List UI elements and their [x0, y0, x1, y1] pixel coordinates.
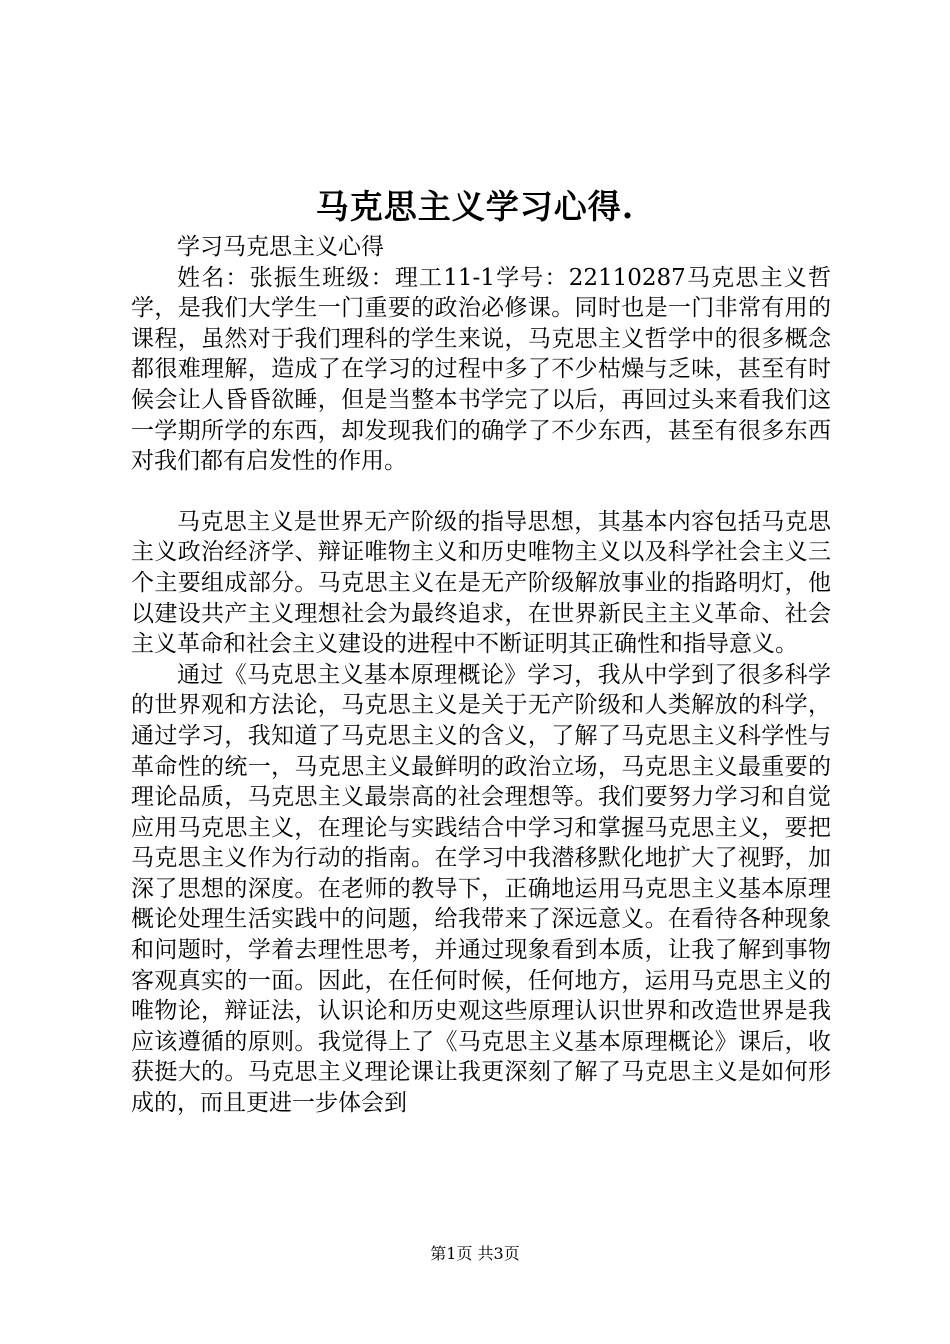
body-paragraph: 马克思主义是世界无产阶级的指导思想，其基本内容包括马克思主义政治经济学、辩证唯物主义和历史唯物主义以及科学社会主义三个主要组成部分。马克思主义在是无产阶级解放事业的指路明灯，他以建设共产主义理想社会为最终追求，在世界新民主主义革命、社会主义革命和社会主义建设的进程中不断证明其正确性和指导意义。 [131, 508, 831, 658]
document-body [131, 232, 831, 1119]
document-title: 马克思主义学习心得. [315, 187, 635, 226]
page-number-footer: 第1页 共3页 [430, 1244, 520, 1263]
body-paragraph: 姓名：张振生班级：理工11-1学号：22110287马克思主义哲学，是我们大学生一门重要的政治必修课。同时也是一门非常有用的课程，虽然对于我们理科的学生来说，马克思主义哲学中的很多概念都很难理解，造成了在学习的过程中多了不少枯燥与乏味，甚至有时候会让人昏昏欲睡，但是当整本书学完了以后，再回过头来看我们这一学期所学的东西，却发现我们的确学了不少东西，甚至有很多东西对我们都有启发性的作用。 [131, 264, 831, 475]
body-paragraph: 通过《马克思主义基本原理概论》学习，我从中学到了很多科学的世界观和方法论，马克思主义是关于无产阶级和人类解放的科学，通过学习，我知道了马克思主义的含义，了解了马克思主义科学性与革命性的统一，马克思主义最鲜明的政治立场，马克思主义最重要的理论品质，马克思主义最崇高的社会理想等。我们要努力学习和自觉应用马克思主义，在理论与实践结合中学习和掌握马克思主义，要把马克思主义作为行动的指南。在学习中我潜移默化地扩大了视野，加深了思想的深度。在老师的教导下，正确地运用马克思主义基本原理概论处理生活实践中的问题，给我带来了深远意义。在看待各种现象和问题时，学着去理性思考，并通过现象看到本质，让我了解到事物客观真实的一面。因此，在任何时候，任何地方，运用马克思主义的唯物论，辩证法，认识论和历史观这些原理认识世界和改造世界是我应该遵循的原则。我觉得上了《马克思主义基本原理概论》课后，收获挺大的。马克思主义理论课让我更深刻了解了马克思主义是如何形成的，而且更进一步体会到 [131, 661, 831, 1117]
subtitle-paragraph: 学习马克思主义心得 [177, 234, 384, 260]
